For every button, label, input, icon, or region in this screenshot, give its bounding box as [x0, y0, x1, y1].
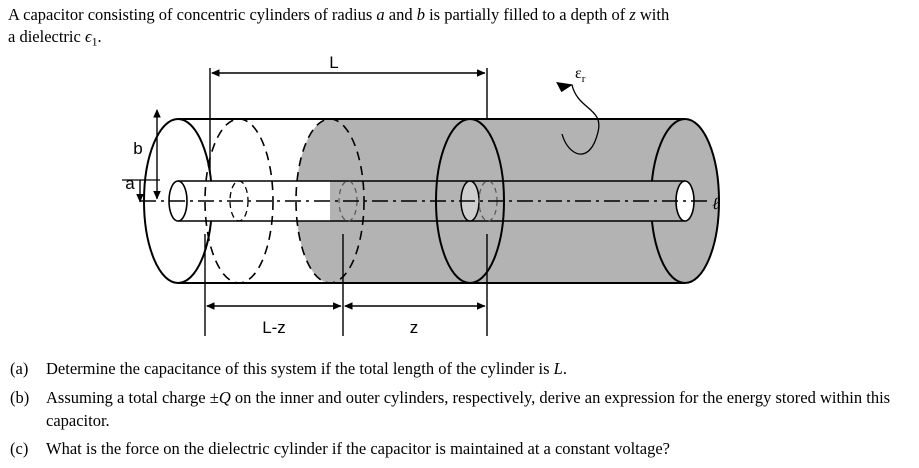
problem-parts [10, 358, 915, 467]
problem-var-epsilon: ϵ [84, 27, 92, 47]
part-b [10, 387, 915, 433]
dimension-b-label: b [133, 139, 143, 158]
part-b-pre: Assuming a total charge ± [46, 387, 219, 407]
part-a-ital: L [553, 359, 563, 378]
part-a-text [46, 358, 915, 381]
dimension-z-label: z [409, 318, 419, 337]
problem-statement [8, 4, 910, 50]
part-a-pre: Determine the capacitance of this system if the total length of the cylinder is [46, 359, 554, 378]
part-a [10, 358, 915, 381]
dimension-a-label: a [125, 174, 135, 193]
problem-var-z: z [629, 5, 636, 24]
dimension-L-label: L [329, 53, 339, 72]
problem-text-4: with [635, 5, 670, 24]
part-c-text [46, 438, 915, 461]
part-c-pre: What is the force on the dielectric cylinder if the capacitor is maintained at a constant voltage? [46, 439, 670, 459]
part-a-label: (a) [10, 359, 29, 378]
problem-text-3: is partially filled to a depth of [424, 5, 630, 24]
problem-var-epsilon-sub: 1 [91, 34, 98, 49]
part-b-text [46, 387, 915, 433]
dimension-Lz-label: L-z [262, 318, 286, 337]
problem-var-b: b [416, 5, 425, 24]
part-b-label: (b) [10, 387, 30, 407]
part-b-post: on the inner and outer cylinders, respectively, derive an expression for the energy stored within this capacitor. [46, 387, 891, 430]
problem-text-2: and [384, 5, 417, 24]
part-b-ital: Q [218, 387, 231, 407]
capacitor-figure [0, 44, 919, 344]
part-a-post: . [562, 359, 567, 378]
axis-label: ℓ [712, 194, 720, 213]
epsilon-sub: r [581, 73, 586, 85]
problem-text-5: a dielectric [8, 27, 85, 47]
problem-text-1: A capacitor consisting of concentric cylinders of radius [8, 5, 377, 24]
problem-var-a: a [376, 5, 385, 24]
epsilon-label: $\varepsilon_r$ [575, 65, 586, 85]
problem-text-6: . [97, 27, 102, 47]
part-c [10, 438, 915, 461]
part-c-label: (c) [10, 439, 29, 459]
